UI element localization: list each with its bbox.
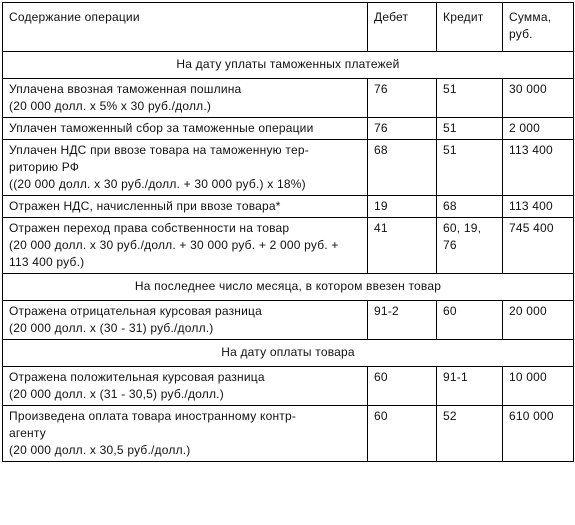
debit-cell: 60 bbox=[368, 406, 437, 462]
table-row bbox=[3, 140, 574, 196]
section-title: На последнее число месяца, в котором ввезен товар bbox=[3, 274, 574, 301]
credit-cell: 60, 19, 76 bbox=[437, 218, 503, 274]
section-title: На дату оплаты товара bbox=[3, 340, 574, 367]
operation-cell: Отражена положительная курсовая разница (20 000 долл. х (31 - 30,5) руб./долл.) bbox=[3, 367, 368, 406]
operation-cell: Произведена оплата товара иностранному контр- агенту (20 000 долл. х 30,5 руб./долл.) bbox=[3, 406, 368, 462]
sum-cell: 610 000 bbox=[503, 406, 574, 462]
sum-cell: 745 400 bbox=[503, 218, 574, 274]
operation-cell: Отражена отрицательная курсовая разница (20 000 долл. х (30 - 31) руб./долл.) bbox=[3, 301, 368, 340]
debit-cell: 41 bbox=[368, 218, 437, 274]
credit-cell: 51 bbox=[437, 118, 503, 140]
table-row bbox=[3, 79, 574, 118]
operation-cell: Отражен переход права собственности на товар (20 000 долл. х 30 руб./долл. + 30 000 руб. + 2 000 руб. + 113 400 руб.) bbox=[3, 218, 368, 274]
debit-cell: 19 bbox=[368, 196, 437, 218]
credit-cell: 51 bbox=[437, 140, 503, 196]
operation-cell: Уплачен таможенный сбор за таможенные операции bbox=[3, 118, 368, 140]
header-operation: Содержание операции bbox=[3, 3, 368, 52]
section-row bbox=[3, 274, 574, 301]
sum-cell: 10 000 bbox=[503, 367, 574, 406]
section-title: На дату уплаты таможенных платежей bbox=[3, 52, 574, 79]
debit-cell: 68 bbox=[368, 140, 437, 196]
sum-cell: 113 400 bbox=[503, 196, 574, 218]
section-row bbox=[3, 52, 574, 79]
operation-cell: Уплачена ввозная таможенная пошлина (20 000 долл. х 5% х 30 руб./долл.) bbox=[3, 79, 368, 118]
header-row bbox=[3, 3, 574, 52]
table-row bbox=[3, 367, 574, 406]
table-row bbox=[3, 406, 574, 462]
operation-cell: Уплачен НДС при ввозе товара на таможенную тер- риторию РФ ((20 000 долл. х 30 руб./долл. + 30 000 руб.) х 18%) bbox=[3, 140, 368, 196]
table-row bbox=[3, 218, 574, 274]
sum-cell: 20 000 bbox=[503, 301, 574, 340]
credit-cell: 60 bbox=[437, 301, 503, 340]
table-row bbox=[3, 118, 574, 140]
sum-cell: 30 000 bbox=[503, 79, 574, 118]
credit-cell: 51 bbox=[437, 79, 503, 118]
ledger-table bbox=[2, 2, 574, 462]
table-row bbox=[3, 196, 574, 218]
header-sum: Сумма, руб. bbox=[503, 3, 574, 52]
credit-cell: 91-1 bbox=[437, 367, 503, 406]
debit-cell: 76 bbox=[368, 118, 437, 140]
table-row bbox=[3, 301, 574, 340]
debit-cell: 76 bbox=[368, 79, 437, 118]
debit-cell: 91-2 bbox=[368, 301, 437, 340]
header-credit: Кредит bbox=[437, 3, 503, 52]
credit-cell: 52 bbox=[437, 406, 503, 462]
section-row bbox=[3, 340, 574, 367]
header-debit: Дебет bbox=[368, 3, 437, 52]
operation-cell: Отражен НДС, начисленный при ввозе товара* bbox=[3, 196, 368, 218]
credit-cell: 68 bbox=[437, 196, 503, 218]
sum-cell: 2 000 bbox=[503, 118, 574, 140]
debit-cell: 60 bbox=[368, 367, 437, 406]
sum-cell: 113 400 bbox=[503, 140, 574, 196]
